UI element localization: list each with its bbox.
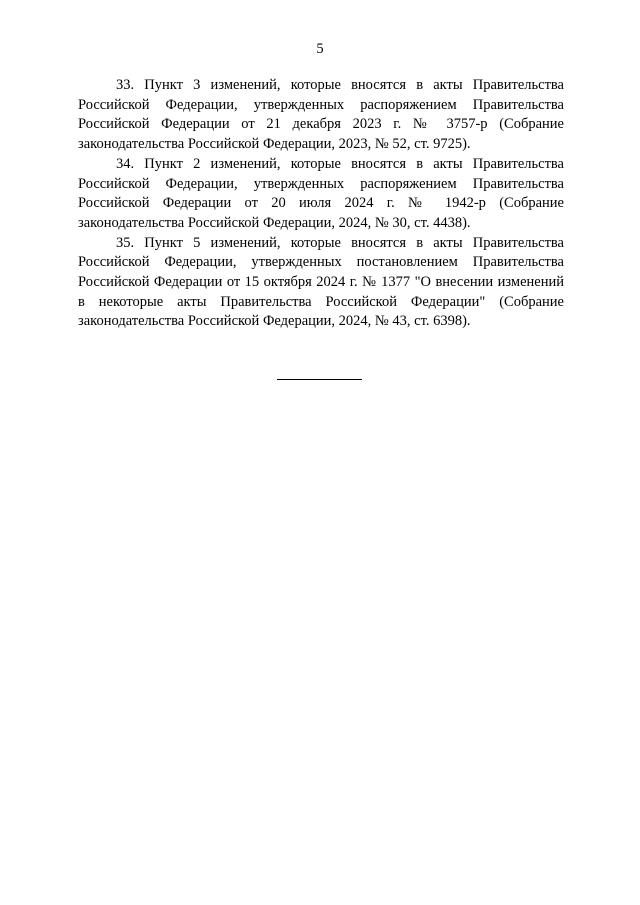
paragraph-33: 33. Пункт 3 изменений, которые вносятся в акты Правительства Российской Федерации, утвержденных распоряжением Правительства Российской Федерации от 21 декабря 2023 г. № 3757-р (Собрание законодательства Российской Федерации, 2023, № 52, ст. 9725). xyxy=(78,77,564,153)
paragraph-34: 34. Пункт 2 изменений, которые вносятся в акты Правительства Российской Федерации, утвержденных распоряжением Правительства Российской Федерации от 20 июля 2024 г. № 1942-р (Собрание законодательства Российской Федерации, 2024, № 30, ст. 4438). xyxy=(78,155,564,231)
document-body xyxy=(78,76,564,332)
end-divider-line xyxy=(277,379,362,380)
page-number: 5 xyxy=(316,41,324,57)
paragraph-35: 35. Пункт 5 изменений, которые вносятся в акты Правительства Российской Федерации, утвержденных постановлением Правительства Российской Федерации от 15 октября 2024 г. № 1377 "О внесении изменений в некоторые акты Правительства Российской Федерации" (Собрание законодательства Российской Федерации, 2024, № 43, ст. 6398). xyxy=(78,234,564,330)
